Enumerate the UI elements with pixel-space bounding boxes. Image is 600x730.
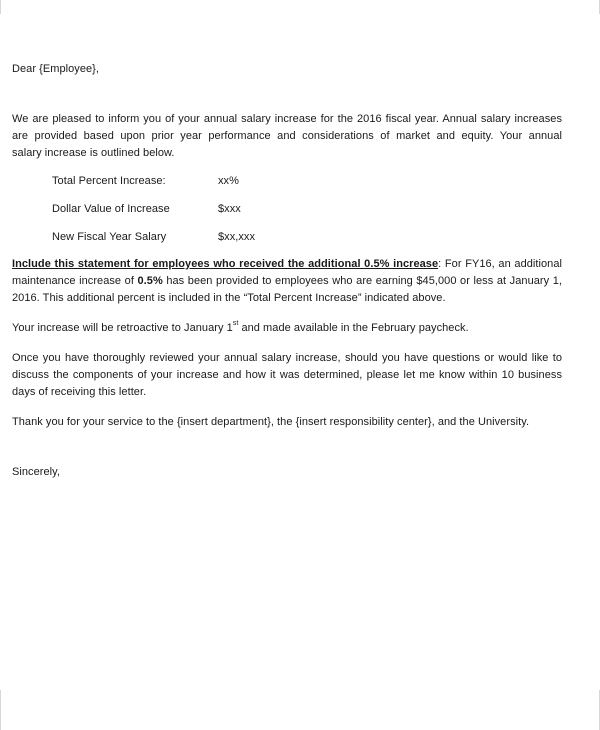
additional-percent: 0.5%	[137, 275, 163, 287]
additional-text: : For FY16, an additional	[438, 258, 562, 270]
intro-line: salary increase is outlined below.	[12, 147, 175, 159]
salary-row	[12, 201, 562, 218]
additional-line	[12, 273, 562, 290]
thanks-paragraph: Thank you for your service to the {insert department}, the {insert responsibility center}, and the University.	[12, 416, 530, 428]
intro-line: are provided based upon prior year performance and considerations of market and equity. Your annual	[12, 130, 562, 142]
intro-paragraph	[12, 111, 562, 162]
retroactive-superscript: st	[232, 320, 239, 328]
additional-text: maintenance increase of	[12, 275, 138, 287]
letter-closing: Sincerely,	[12, 466, 60, 478]
retroactive-paragraph	[12, 320, 562, 337]
salary-row-value: $xxx	[218, 203, 241, 215]
additional-increase-paragraph	[12, 256, 562, 307]
questions-line: days of receiving this letter.	[12, 386, 147, 398]
intro-line: We are pleased to inform you of your annual salary increase for the 2016 fiscal year. Annual salary increases	[12, 113, 562, 125]
letter-body	[12, 61, 562, 481]
additional-line: 2016. This additional percent is included in the “Total Percent Increase” indicated above.	[12, 292, 446, 304]
salary-row-label: Dollar Value of Increase	[52, 203, 170, 215]
page-edge-mark	[0, 0, 1, 14]
additional-text: has been provided to employees who are earning $45,000 or less at January 1,	[162, 275, 562, 287]
salary-row	[12, 173, 562, 190]
additional-heading: Include this statement for employees who received the additional 0.5% increase	[12, 258, 439, 270]
salary-summary	[12, 173, 562, 246]
page-edge-mark	[0, 690, 1, 730]
retroactive-text: and made available in the February paycheck.	[238, 322, 469, 334]
salary-row-value: $xx,xxx	[218, 231, 256, 243]
salary-row-label: Total Percent Increase:	[52, 175, 166, 187]
questions-line: Once you have thoroughly reviewed your annual salary increase, should you have questions or would like to	[12, 352, 562, 364]
questions-paragraph	[12, 350, 562, 401]
additional-line	[12, 256, 562, 273]
letter-greeting: Dear {Employee},	[12, 63, 100, 75]
retroactive-text: Your increase will be retroactive to January 1	[12, 322, 233, 334]
salary-row	[12, 229, 562, 246]
questions-line: discuss the components of your increase and how it was determined, please let me know within 10 business	[12, 369, 562, 381]
salary-row-value: xx%	[218, 175, 239, 187]
salary-row-label: New Fiscal Year Salary	[52, 231, 167, 243]
